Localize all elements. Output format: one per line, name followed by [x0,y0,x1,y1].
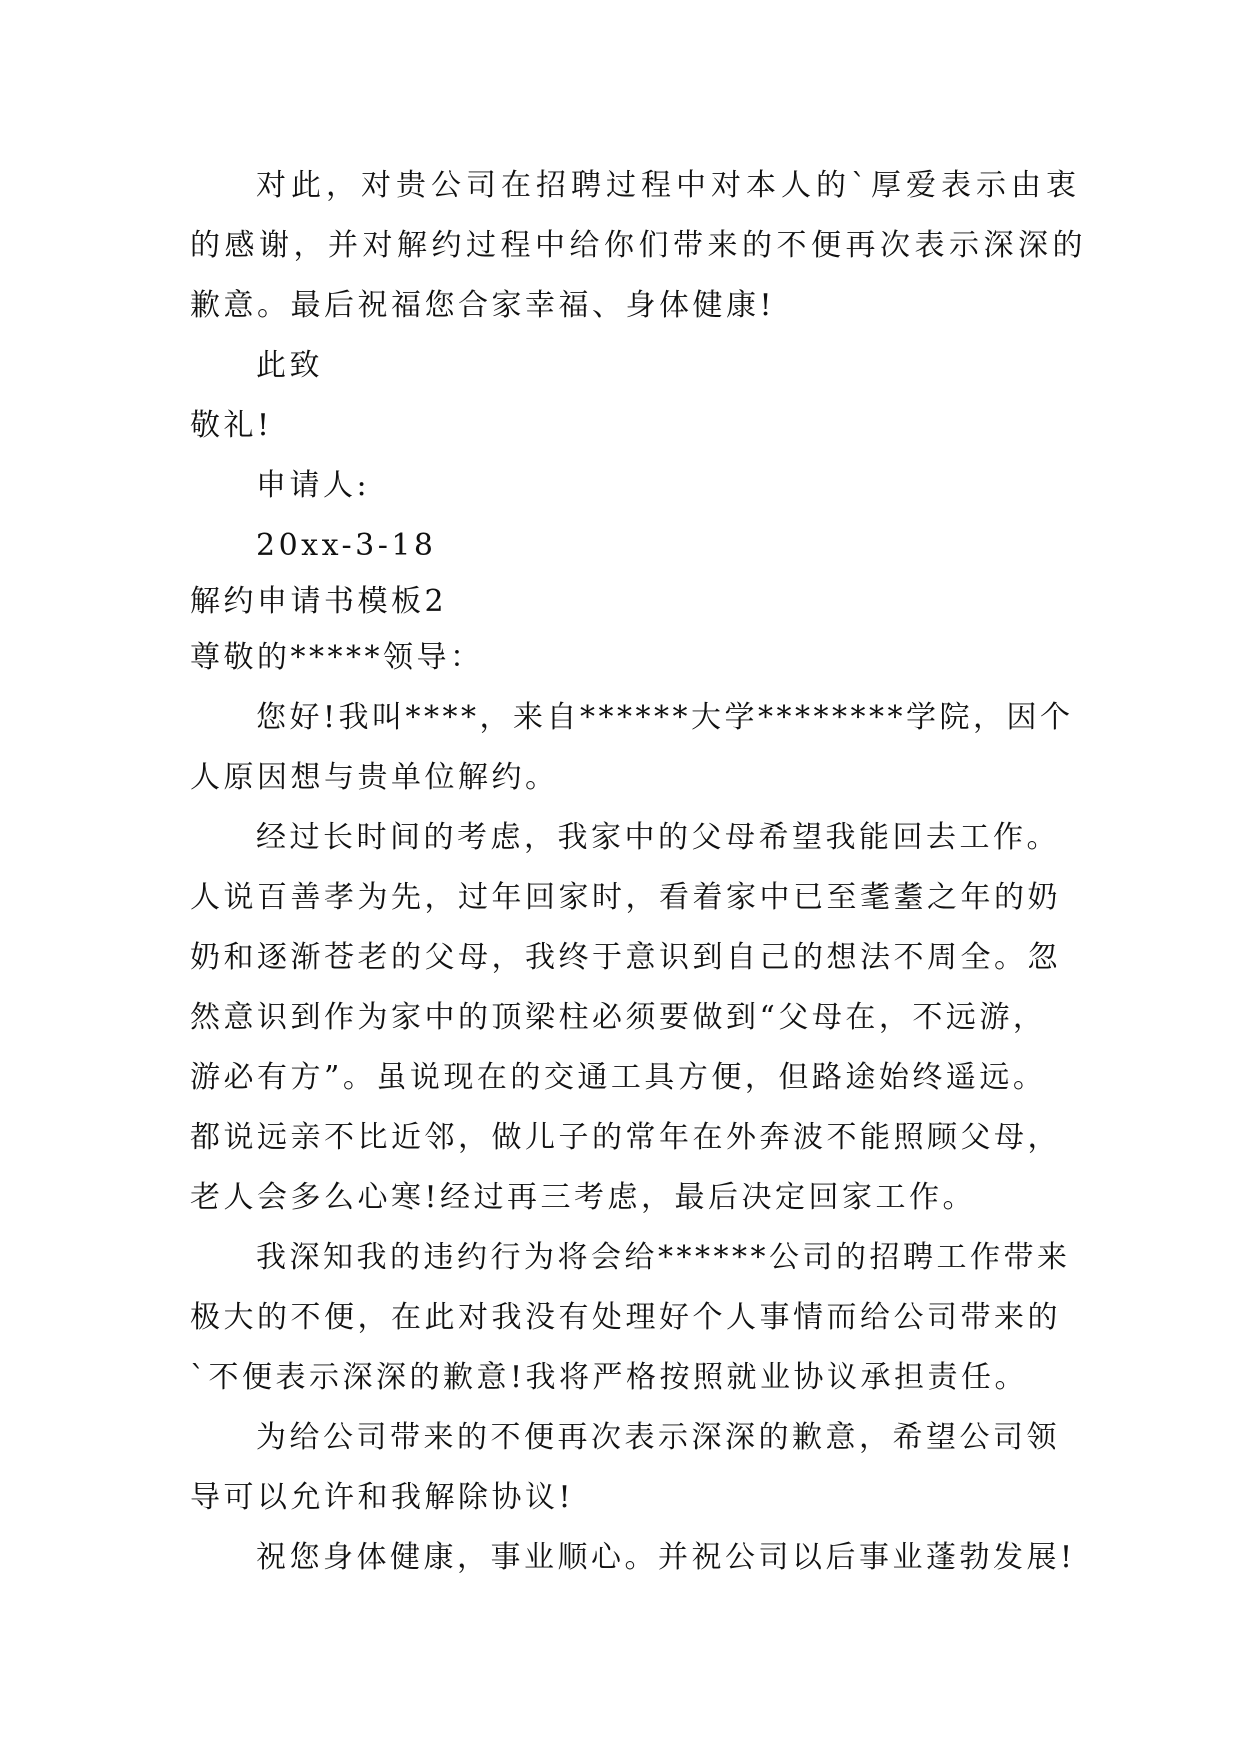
request-line-1: 为给公司带来的不便再次表示深深的歉意，希望公司领 [256,1420,1060,1455]
closing-regards: 敬礼! [190,408,273,443]
reason-line-4: 然意识到作为家中的顶梁柱必须要做到“父母在，不远游， [190,1000,1047,1035]
reason-line-7: 老人会多么心寒!经过再三考虑，最后决定回家工作。 [190,1180,977,1215]
reason-line-5: 游必有方”。虽说现在的交通工具方便，但路途始终遥远。 [190,1060,1047,1095]
reason-line-1: 经过长时间的考虑，我家中的父母希望我能回去工作。 [256,820,1060,855]
paragraph-thanks-line-1: 对此，对贵公司在招聘过程中对本人的`厚爱表示由衷 [256,168,1081,203]
paragraph-thanks-line-3: 歉意。最后祝福您合家幸福、身体健康! [190,288,776,323]
closing-salutation: 此致 [256,348,323,383]
apology-line-2: 极大的不便，在此对我没有处理好个人事情而给公司带来的 [190,1300,1061,1335]
apology-line-1: 我深知我的违约行为将会给******公司的招聘工作带来 [256,1240,1071,1275]
template-heading: 解约申请书模板2 [190,584,448,619]
wishes-line: 祝您身体健康，事业顺心。并祝公司以后事业蓬勃发展! [256,1540,1076,1575]
paragraph-thanks-line-2: 的感谢，并对解约过程中给你们带来的不便再次表示深深的 [190,228,1087,263]
intro-line-2: 人原因想与贵单位解约。 [190,760,559,795]
reason-line-6: 都说远亲不比近邻，做儿子的常年在外奔波不能照顾父母， [190,1120,1061,1155]
reason-line-2: 人说百善孝为先，过年回家时，看着家中已至耄耋之年的奶 [190,880,1061,915]
applicant-label: 申请人: [256,468,371,503]
request-line-2: 导可以允许和我解除协议! [190,1480,575,1515]
date-text: 20xx-3-18 [256,528,437,563]
apology-line-3: `不便表示深深的歉意!我将严格按照就业协议承担责任。 [190,1360,1029,1395]
reason-line-3: 奶和逐渐苍老的父母，我终于意识到自己的想法不周全。忽 [190,940,1061,975]
intro-line-1: 您好!我叫****，来自******大学********学院，因个 [256,700,1074,735]
greeting-line: 尊敬的*****领导： [190,640,484,675]
